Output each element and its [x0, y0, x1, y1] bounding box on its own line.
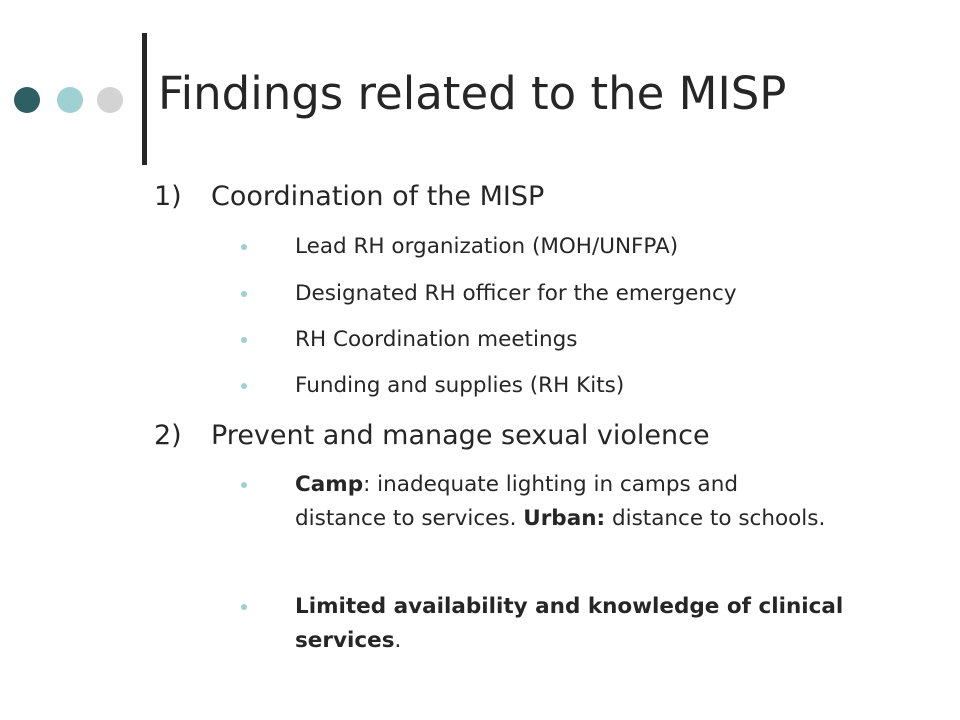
clinical-services-text: Limited availability and knowledge of clinical services — [295, 594, 844, 653]
decor-dot-teal — [57, 87, 83, 113]
section-2-number: 2) — [154, 420, 182, 451]
section-1-item-2: Designated RH officer for the emergency — [295, 281, 737, 306]
decor-dot-dark — [14, 87, 40, 113]
section-2-heading: Prevent and manage sexual violence — [211, 420, 710, 451]
section-2-item-1 — [295, 468, 835, 536]
decor-dot-gray — [97, 87, 123, 113]
urban-label: Urban: — [523, 506, 606, 531]
section-1-number: 1) — [154, 181, 182, 212]
clinical-services-suffix: . — [394, 628, 402, 653]
section-1-heading: Coordination of the MISP — [211, 181, 545, 212]
camp-text: : inadequate lighting in camps and distance to services. — [295, 472, 738, 531]
slide-title: Findings related to the MISP — [158, 67, 787, 120]
section-2-item-2 — [295, 590, 905, 658]
bullet-icon — [241, 604, 247, 610]
bullet-icon — [241, 244, 247, 250]
title-divider-line — [142, 33, 147, 165]
bullet-icon — [241, 291, 247, 297]
bullet-icon — [241, 383, 247, 389]
urban-text: distance to schools. — [605, 506, 826, 531]
bullet-icon — [241, 482, 247, 488]
camp-label: Camp — [295, 472, 364, 497]
section-1-item-1: Lead RH organization (MOH/UNFPA) — [295, 234, 679, 259]
section-1-item-3: RH Coordination meetings — [295, 327, 578, 352]
section-1-item-4: Funding and supplies (RH Kits) — [295, 373, 625, 398]
bullet-icon — [241, 337, 247, 343]
